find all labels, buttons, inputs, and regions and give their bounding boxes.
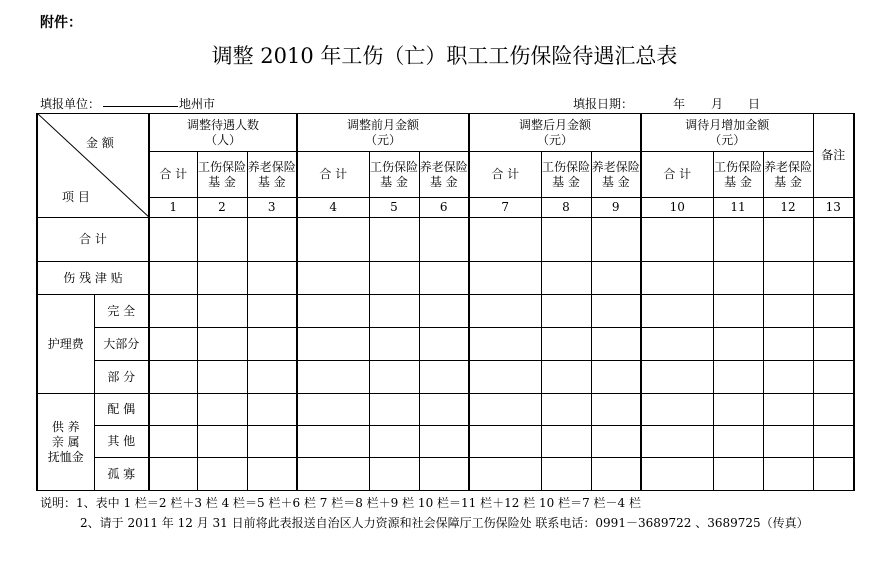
data-cell[interactable] xyxy=(247,426,297,458)
data-cell[interactable] xyxy=(297,394,369,426)
row-group-nursing: 护理费 xyxy=(37,295,94,394)
column-number: 6 xyxy=(419,198,469,218)
row-dep-orphan xyxy=(37,458,854,491)
data-cell[interactable] xyxy=(713,458,763,491)
data-cell[interactable] xyxy=(591,361,641,394)
data-cell[interactable] xyxy=(197,426,247,458)
row-label-dep-other: 其 他 xyxy=(94,426,149,458)
date-day: 日 xyxy=(748,97,761,111)
subheader-line: 养老保险 xyxy=(591,159,640,174)
form-title: 调整 2010 年工伤（亡）职工工伤保险待遇汇总表 xyxy=(211,44,678,68)
data-cell[interactable] xyxy=(763,458,813,491)
data-cell[interactable] xyxy=(763,426,813,458)
data-cell[interactable] xyxy=(541,295,591,328)
data-cell[interactable] xyxy=(713,394,763,426)
data-cell[interactable] xyxy=(369,295,419,328)
date-label: 填报日期： xyxy=(573,97,634,111)
data-cell[interactable] xyxy=(813,262,854,295)
column-number: 8 xyxy=(541,198,591,218)
data-cell[interactable] xyxy=(197,361,247,394)
data-cell[interactable] xyxy=(763,262,813,295)
group-header-line1: 调整后月金额 xyxy=(518,117,591,132)
data-cell[interactable] xyxy=(641,426,713,458)
group-header-line2: （元） xyxy=(536,132,573,147)
data-cell[interactable] xyxy=(641,394,713,426)
data-cell[interactable] xyxy=(541,262,591,295)
group-header-line2: （人） xyxy=(204,132,241,147)
data-cell[interactable] xyxy=(369,394,419,426)
data-cell[interactable] xyxy=(763,218,813,262)
row-label-nursing-full: 完 全 xyxy=(94,295,149,328)
data-cell[interactable] xyxy=(763,361,813,394)
data-cell[interactable] xyxy=(713,295,763,328)
data-cell[interactable] xyxy=(247,394,297,426)
data-cell[interactable] xyxy=(541,361,591,394)
data-cell[interactable] xyxy=(541,426,591,458)
data-cell[interactable] xyxy=(419,458,469,491)
data-cell[interactable] xyxy=(591,262,641,295)
data-cell[interactable] xyxy=(149,328,197,361)
data-cell[interactable] xyxy=(591,394,641,426)
data-cell[interactable] xyxy=(369,361,419,394)
data-cell[interactable] xyxy=(469,394,541,426)
unit-label: 填报单位： xyxy=(40,97,101,111)
row-total xyxy=(37,218,854,262)
data-cell[interactable] xyxy=(469,458,541,491)
data-cell[interactable] xyxy=(713,361,763,394)
subheader-line: 工伤保险 xyxy=(713,159,762,174)
row-group-line: 抚恤金 xyxy=(47,449,84,464)
data-cell[interactable] xyxy=(297,328,369,361)
subheader-pension-fund xyxy=(591,152,641,198)
row-group-line: 亲 属 xyxy=(51,434,80,449)
row-label-dep-orphan: 孤 寡 xyxy=(94,458,149,491)
subheader-injury-fund xyxy=(369,152,419,198)
subheader-injury-fund xyxy=(197,152,247,198)
unit-value: 地州市 xyxy=(179,97,216,111)
data-cell[interactable] xyxy=(149,295,197,328)
date-year: 年 xyxy=(673,97,686,111)
data-cell[interactable] xyxy=(247,328,297,361)
group-header-increase xyxy=(641,114,813,152)
data-cell[interactable] xyxy=(247,458,297,491)
row-group-line: 供 养 xyxy=(51,419,80,434)
data-cell[interactable] xyxy=(197,262,247,295)
data-cell[interactable] xyxy=(247,295,297,328)
data-cell[interactable] xyxy=(369,328,419,361)
data-cell[interactable] xyxy=(713,262,763,295)
data-cell[interactable] xyxy=(297,218,369,262)
data-cell[interactable] xyxy=(369,218,419,262)
note-line-2: 2、请于 2011 年 12 月 31 日前将此表报送自治区人力资源和社会保障厅工伤保险处 联系电话：0991－3689722 、3689725（传真） xyxy=(80,516,809,530)
subheader-line: 基 金 xyxy=(429,174,458,189)
data-cell[interactable] xyxy=(541,394,591,426)
data-cell[interactable] xyxy=(247,262,297,295)
data-cell[interactable] xyxy=(641,262,713,295)
data-cell[interactable] xyxy=(713,426,763,458)
data-cell[interactable] xyxy=(369,458,419,491)
data-cell[interactable] xyxy=(641,295,713,328)
data-cell[interactable] xyxy=(469,262,541,295)
data-cell[interactable] xyxy=(149,458,197,491)
data-cell[interactable] xyxy=(641,458,713,491)
group-header-after xyxy=(469,114,641,152)
column-number: 9 xyxy=(591,198,641,218)
data-cell[interactable] xyxy=(419,426,469,458)
row-label-nursing-part: 部 分 xyxy=(94,361,149,394)
subheader-line: 养老保险 xyxy=(419,159,468,174)
group-header-line2: （元） xyxy=(709,132,746,147)
subheader-line: 工伤保险 xyxy=(369,159,418,174)
subheader-pension-fund xyxy=(247,152,297,198)
data-cell[interactable] xyxy=(641,361,713,394)
data-cell[interactable] xyxy=(813,218,854,262)
data-cell[interactable] xyxy=(591,218,641,262)
data-cell[interactable] xyxy=(591,295,641,328)
subheader-total: 合 计 xyxy=(149,152,197,198)
group-header-line1: 调整待遇人数 xyxy=(186,117,259,132)
column-number: 13 xyxy=(813,198,854,218)
data-cell[interactable] xyxy=(541,458,591,491)
data-cell[interactable] xyxy=(197,458,247,491)
row-label-disability: 伤 残 津 贴 xyxy=(37,262,149,295)
column-number: 2 xyxy=(197,198,247,218)
row-disability xyxy=(37,262,854,295)
subheader-line: 工伤保险 xyxy=(197,159,246,174)
data-cell[interactable] xyxy=(541,218,591,262)
subheader-pension-fund xyxy=(419,152,469,198)
data-cell[interactable] xyxy=(469,218,541,262)
data-cell[interactable] xyxy=(469,426,541,458)
data-cell[interactable] xyxy=(149,262,197,295)
note-line-1: 说明：1、表中 1 栏＝2 栏＋3 栏 4 栏＝5 栏＋6 栏 7 栏＝8 栏＋9 栏 10 栏＝11 栏＋12 栏 10 栏＝7 栏－4 栏 xyxy=(40,496,641,510)
data-cell[interactable] xyxy=(419,262,469,295)
row-nursing-part xyxy=(37,361,854,394)
data-cell[interactable] xyxy=(149,394,197,426)
column-number: 12 xyxy=(763,198,813,218)
data-cell[interactable] xyxy=(713,218,763,262)
subheader-line: 基 金 xyxy=(724,174,752,189)
data-cell[interactable] xyxy=(641,328,713,361)
subheader-line: 基 金 xyxy=(601,174,630,189)
data-cell[interactable] xyxy=(469,361,541,394)
corner-amount-label: 金 额 xyxy=(86,136,114,150)
data-cell[interactable] xyxy=(247,218,297,262)
data-cell[interactable] xyxy=(369,262,419,295)
row-label-total: 合 计 xyxy=(37,218,149,262)
data-cell[interactable] xyxy=(541,328,591,361)
data-cell[interactable] xyxy=(419,361,469,394)
corner-header xyxy=(37,114,149,218)
date-month: 月 xyxy=(711,97,724,111)
data-cell[interactable] xyxy=(297,458,369,491)
corner-item-label: 项 目 xyxy=(62,190,90,204)
data-cell[interactable] xyxy=(591,458,641,491)
subheader-injury-fund xyxy=(541,152,591,198)
subheader-total: 合 计 xyxy=(641,152,713,198)
data-cell[interactable] xyxy=(419,328,469,361)
subheader-line: 工伤保险 xyxy=(541,159,590,174)
data-cell[interactable] xyxy=(149,361,197,394)
data-cell[interactable] xyxy=(763,328,813,361)
data-cell[interactable] xyxy=(763,295,813,328)
data-cell[interactable] xyxy=(297,426,369,458)
row-group-dependents xyxy=(37,394,94,491)
column-number: 5 xyxy=(369,198,419,218)
column-number: 3 xyxy=(247,198,297,218)
column-number: 11 xyxy=(713,198,763,218)
group-header-line1: 调整前月金额 xyxy=(346,117,419,132)
data-cell[interactable] xyxy=(469,328,541,361)
group-header-before xyxy=(297,114,469,152)
data-cell[interactable] xyxy=(713,328,763,361)
row-dep-other xyxy=(37,426,854,458)
subheader-total: 合 计 xyxy=(297,152,369,198)
subheader-line: 养老保险 xyxy=(764,159,813,174)
data-cell[interactable] xyxy=(149,218,197,262)
data-cell[interactable] xyxy=(813,426,854,458)
data-cell[interactable] xyxy=(419,394,469,426)
row-label-dep-spouse: 配 偶 xyxy=(94,394,149,426)
data-cell[interactable] xyxy=(247,361,297,394)
subheader-line: 基 金 xyxy=(208,174,236,189)
data-cell[interactable] xyxy=(197,394,247,426)
data-cell[interactable] xyxy=(297,262,369,295)
data-cell[interactable] xyxy=(197,295,247,328)
group-header-persons xyxy=(149,114,297,152)
row-nursing-full xyxy=(37,295,854,328)
data-cell[interactable] xyxy=(813,458,854,491)
group-header-line1: 调待月增加金额 xyxy=(685,117,770,132)
subheader-line: 基 金 xyxy=(380,174,408,189)
data-cell[interactable] xyxy=(813,295,854,328)
subheader-line: 养老保险 xyxy=(247,159,296,174)
unit-input-line[interactable] xyxy=(103,106,178,107)
summary-table xyxy=(36,113,855,491)
row-dep-spouse xyxy=(37,394,854,426)
data-cell[interactable] xyxy=(763,394,813,426)
data-cell[interactable] xyxy=(419,218,469,262)
data-cell[interactable] xyxy=(813,394,854,426)
subheader-total: 合 计 xyxy=(469,152,541,198)
data-cell[interactable] xyxy=(149,426,197,458)
data-cell[interactable] xyxy=(641,218,713,262)
data-cell[interactable] xyxy=(197,328,247,361)
data-cell[interactable] xyxy=(591,426,641,458)
data-cell[interactable] xyxy=(813,361,854,394)
data-cell[interactable] xyxy=(297,361,369,394)
data-cell[interactable] xyxy=(591,328,641,361)
row-nursing-most xyxy=(37,328,854,361)
group-header-line2: （元） xyxy=(364,132,401,147)
data-cell[interactable] xyxy=(419,295,469,328)
data-cell[interactable] xyxy=(369,426,419,458)
attachment-label: 附件： xyxy=(40,15,82,31)
column-number: 4 xyxy=(297,198,369,218)
data-cell[interactable] xyxy=(297,295,369,328)
subheader-pension-fund xyxy=(763,152,813,198)
subheader-line: 基 金 xyxy=(774,174,802,189)
subheader-line: 基 金 xyxy=(552,174,580,189)
corner-diagonal xyxy=(38,114,149,218)
column-number: 1 xyxy=(149,198,197,218)
subheader-line: 基 金 xyxy=(257,174,286,189)
row-label-nursing-most: 大部分 xyxy=(94,328,149,361)
data-cell[interactable] xyxy=(813,328,854,361)
remarks-header: 备注 xyxy=(813,114,854,198)
column-number: 10 xyxy=(641,198,713,218)
column-number: 7 xyxy=(469,198,541,218)
subheader-injury-fund xyxy=(713,152,763,198)
data-cell[interactable] xyxy=(469,295,541,328)
data-cell[interactable] xyxy=(197,218,247,262)
